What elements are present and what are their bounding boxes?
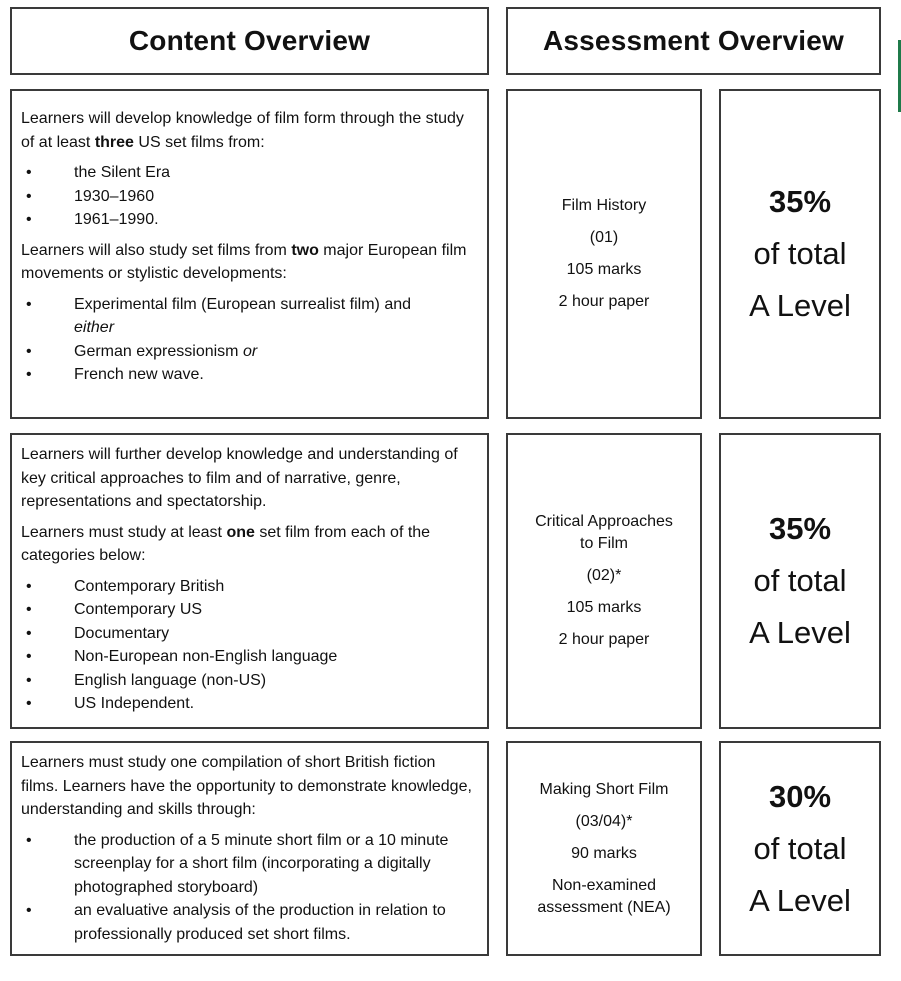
list-item: • French new wave.	[21, 363, 477, 387]
weighting-percent: 30%	[768, 778, 832, 814]
assessment-overview-header	[506, 7, 881, 75]
component-3-content	[10, 741, 489, 956]
assessment-marks: 90 marks	[571, 844, 637, 862]
weighting-level: A Level	[749, 288, 851, 323]
list-item: • Experimental film (European surrealist film) and either	[21, 293, 477, 340]
list-item: • the Silent Era	[21, 161, 477, 185]
us-eras-list	[21, 161, 477, 232]
list-item: • 1961–1990.	[21, 208, 477, 232]
component-2-weighting	[719, 433, 881, 729]
component-1-european-intro: Learners will also study set films from two major European film movements or stylistic developments:	[21, 241, 467, 282]
component-3-weighting	[719, 741, 881, 956]
weighting-percent: 35%	[768, 511, 832, 546]
assessment-overview-title: Assessment Overview	[542, 25, 845, 56]
nea-tasks-list	[21, 829, 477, 947]
component-2-assessment	[506, 433, 702, 729]
content-overview-title: Content Overview	[128, 25, 371, 56]
component-1-assessment	[506, 89, 702, 419]
weighting-of-total: of total	[753, 563, 847, 598]
content-overview-header	[10, 7, 489, 75]
assessment-marks: 105 marks	[566, 599, 642, 616]
weighting-level: A Level	[749, 615, 851, 650]
assessment-marks: 105 marks	[566, 261, 642, 278]
list-item: • the production of a 5 minute short film or a 10 minute screenplay for a short film (incorporating a digitally photographed storyboard)	[21, 829, 477, 900]
assessment-code: (03/04)*	[575, 812, 633, 830]
list-item: • 1930–1960	[21, 185, 477, 209]
list-item: • Non-European non-English language	[21, 645, 477, 669]
assessment-code: (02)*	[586, 567, 622, 584]
weighting-of-total: of total	[753, 236, 847, 271]
component-1-content	[10, 89, 489, 419]
weighting-percent: 35%	[768, 184, 832, 219]
assessment-title: Making Short Film	[539, 780, 669, 798]
list-item: • Documentary	[21, 622, 477, 646]
component-2-content	[10, 433, 489, 729]
list-item: • Contemporary British	[21, 575, 477, 599]
assessment-duration: 2 hour paper	[558, 293, 650, 310]
component-3-assessment	[506, 741, 702, 956]
list-item: • an evaluative analysis of the production in relation to professionally produced set short films.	[21, 899, 477, 946]
assessment-duration: 2 hour paper	[558, 631, 650, 648]
film-categories-list	[21, 575, 477, 716]
assessment-duration: Non-examined assessment (NEA)	[537, 876, 671, 916]
assessment-title: Film History	[561, 197, 647, 214]
component-1-weighting	[719, 89, 881, 419]
component-3-intro: Learners must study one compilation of short British fiction films. Learners have the opportunity to demonstrate knowledge, understanding and skills through:	[21, 754, 472, 818]
component-2-intro: Learners will further develop knowledge and understanding of key critical approaches to film and of narrative, genre, representations and spectatorship.	[21, 446, 458, 510]
list-item: • US Independent.	[21, 692, 477, 716]
weighting-level: A Level	[749, 882, 851, 918]
european-movements-list	[21, 293, 477, 387]
list-item: • Contemporary US	[21, 598, 477, 622]
list-item: • German expressionism or	[21, 340, 477, 364]
assessment-title: Critical Approaches to Film	[535, 513, 673, 552]
assessment-code: (01)	[589, 229, 619, 246]
component-2-categories-intro: Learners must study at least one set film from each of the categories below:	[21, 523, 431, 564]
list-item: • English language (non-US)	[21, 669, 477, 693]
component-1-intro: Learners will develop knowledge of film form through the study of at least three US set films from:	[21, 110, 464, 151]
weighting-of-total: of total	[753, 830, 847, 866]
